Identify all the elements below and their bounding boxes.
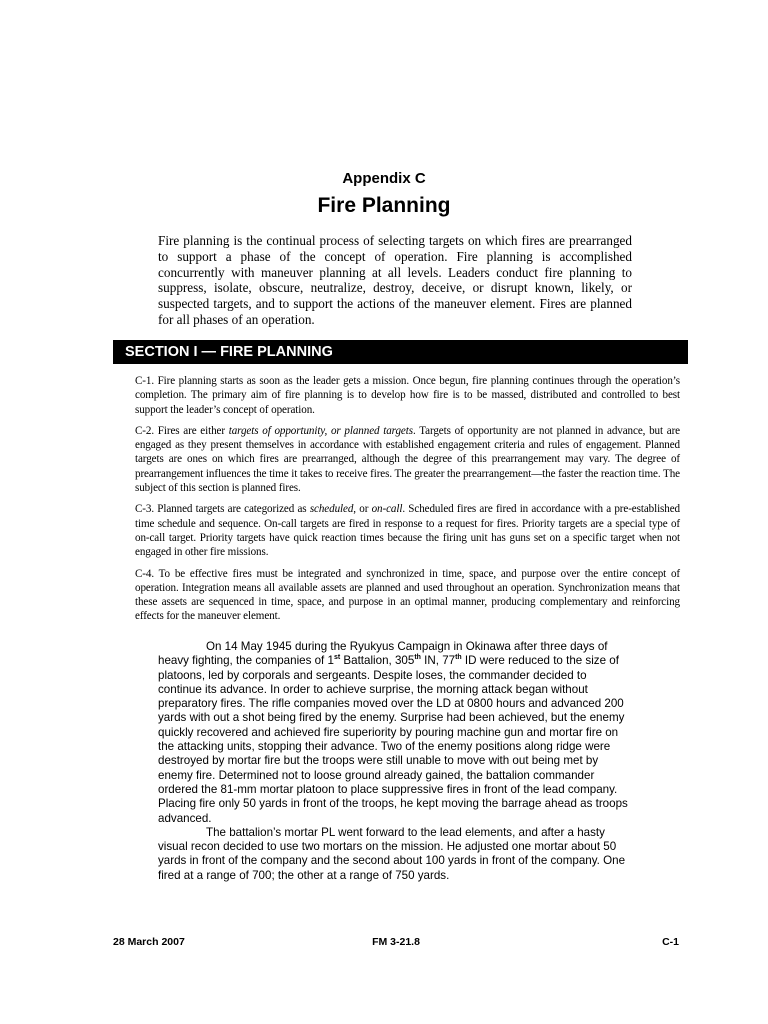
vignette-text-b: Battalion, 305 <box>340 654 415 668</box>
section-heading: SECTION I — FIRE PLANNING <box>113 340 688 364</box>
footer-page-number: C-1 <box>662 936 679 948</box>
paragraph-c2-italic: targets of opportunity, or planned targets <box>228 424 413 437</box>
paragraph-c3-pre: C-3. Planned targets are categorized as <box>135 503 310 516</box>
footer-date: 28 March 2007 <box>113 936 185 948</box>
vignette-paragraph-2: The battalion’s mortar PL went forward to the lead elements, and after a hasty visual recon decided to use two mortars on the mission. He adjusted one mortar about 50 yards in front of the company and the second about 100 yards in front of the company. One fired at a range of 700; the other at a range of 750 yards. <box>158 825 626 882</box>
page-title: Fire Planning <box>317 194 451 217</box>
vignette-sup-1: st <box>333 654 341 662</box>
paragraph-c3-italic-oncall: on-call <box>371 503 403 516</box>
section-paragraphs <box>135 374 680 631</box>
vignette-text-a: On 14 May 1945 during the Ryukyus Campaign in Okinawa after three days of heavy fighting, the companies of 1 <box>158 640 608 668</box>
vignette-sup-3: th <box>455 654 462 662</box>
paragraph-c2-post: . Targets of opportunity are not planned in advance, but are engaged as they present themselves in accordance with established engagement criteria and rules of engagement. Planned targets are ones on which fires are prearranged, although the degree of this prearrangement may vary. The degree of prearrangement influences the time it takes to receive fires. The greater the prearrangement—the faster the reaction time. The subject of this section is planned fires. <box>135 424 681 495</box>
vignette-sup-2: th <box>414 654 421 662</box>
vignette-text-c: IN, 77 <box>420 654 456 668</box>
intro-paragraph: Fire planning is the continual process of selecting targets on which fires are prearranged to support a phase of the concept of operation. Fire planning is accomplished concurrently with maneuver planning at all levels. Leaders conduct fire planning to suppress, isolate, obscure, neutralize, destroy, deceive, or disrupt known, likely, or suspected targets, and to support the actions of the maneuver element. Fires are planned for all phases of an operation. <box>158 233 632 327</box>
page-footer <box>113 936 679 950</box>
appendix-label: Appendix C <box>342 170 426 187</box>
paragraph-c2-pre: C-2. Fires are either <box>135 424 229 437</box>
footer-manual: FM 3-21.8 <box>372 936 420 948</box>
paragraph-c2 <box>135 424 680 495</box>
paragraph-c4: C-4. To be effective fires must be integrated and synchronized in time, space, and purpose over the entire concept of operation. Integration means all available assets are planned and used throughout an operation. Synchronization means that these assets are sequenced in time, space, and purpose in an optimal manner, producing complementary and reinforcing effects for the maneuver element. <box>135 567 680 623</box>
paragraph-c3-italic-scheduled: scheduled <box>309 503 354 516</box>
paragraph-c3 <box>135 502 680 559</box>
paragraph-c3-post: . Scheduled fires are fired in accordance with a pre-established time schedule and sequence. On-call targets are fired in response to a request for fires. Priority targets are a special type of on-call target. Priority targets have quick reaction times because the firing unit has guns set on a specific target when not engaged in other fire missions. <box>135 503 680 559</box>
historical-vignette <box>158 640 630 883</box>
vignette-text-d: ID were reduced to the size of platoons, led by corporals and sergeants. Despite loses, the commander decided to continue its advance. In order to achieve surprise, the morning attack began without preparatory fires. The rifle companies moved over the LD at 0800 hours and advanced 200 yards with out a shot being fired by the enemy. Surprise had been achieved, but the enemy quickly recovered and achieved fire superiority by pouring machine gun and mortar fire on the attacking units, stopping their advance. Two of the enemy positions along ridge were destroyed by mortar fire but the troops were still unable to move with out being met by enemy fire. Determined not to loose ground already gained, the battalion commander ordered the 81-mm mortar platoon to place suppressive fires in front of the lead company. Placing fire only 50 yards in front of the troops, he kept moving the barrage ahead as troops advanced. <box>158 654 628 825</box>
paragraph-c1: C-1. Fire planning starts as soon as the leader gets a mission. Once begun, fire planning continues through the operation’s completion. The primary aim of fire planning is to develop how fire is to be massed, distributed and controlled to best support the leader’s concept of operation. <box>135 375 680 416</box>
paragraph-c3-mid: , or <box>353 503 372 516</box>
vignette-paragraph-1 <box>158 640 630 826</box>
